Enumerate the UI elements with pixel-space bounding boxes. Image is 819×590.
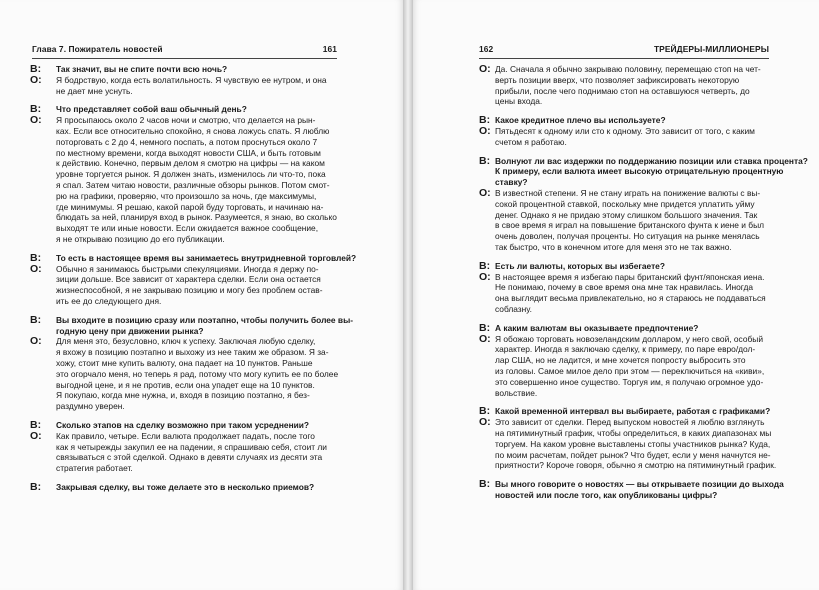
question-label: В: bbox=[479, 154, 491, 167]
text-line bbox=[30, 420, 340, 431]
question-label: В: bbox=[30, 103, 42, 116]
line-text: верть позиции вверх, что позволяет зафиксировать некоторую bbox=[495, 74, 740, 85]
line-text: Я бодрствую, когда есть волатильность. Я чувствую ее нутром, и она bbox=[56, 74, 327, 85]
answer-label: О: bbox=[479, 124, 491, 137]
text-line bbox=[30, 75, 340, 86]
line-text: поторговать с 2 до 4, немного поспать, а потом проснуться около 7 bbox=[56, 136, 318, 147]
line-text: То есть в настоящее время вы занимаетесь внутридневной торговлей? bbox=[56, 252, 357, 263]
text-line bbox=[479, 115, 771, 126]
line-text: на пятиминутный график, чтобы определиться, в каких диапазонах мы bbox=[495, 427, 772, 438]
answer-block bbox=[30, 431, 340, 474]
text-line bbox=[30, 202, 340, 213]
text-line bbox=[479, 344, 771, 355]
line-text: это совершенно иное существо. Торгуя им, я получаю огромное удо- bbox=[495, 376, 764, 387]
line-text: Как правило, четыре. Если валюта продолжает падать, после того bbox=[56, 430, 315, 441]
line-text: ках. Если все относительно спокойно, я снова ложусь спать. Я люблю bbox=[56, 125, 330, 136]
answer-label: О: bbox=[479, 63, 491, 75]
answer-label: О: bbox=[479, 186, 491, 199]
question-label: В: bbox=[30, 418, 42, 431]
question-label: В: bbox=[30, 480, 42, 493]
question-block bbox=[479, 261, 771, 272]
question-label: В: bbox=[30, 251, 42, 264]
text-line bbox=[30, 358, 340, 369]
text-line bbox=[479, 231, 771, 242]
text-line bbox=[479, 450, 771, 461]
text-line bbox=[479, 406, 771, 417]
question-block bbox=[479, 115, 771, 126]
text-line bbox=[30, 212, 340, 223]
text-line bbox=[479, 188, 771, 199]
text-line bbox=[479, 220, 771, 231]
line-text: денег. Однако я не придаю этому слишком большого значения. Так bbox=[495, 209, 758, 220]
line-text: Волнуют ли вас издержки по поддержанию позиции или ставка процента? bbox=[495, 155, 808, 166]
line-text: Да. Сначала я обычно закрываю половину, перемещаю стоп на чет- bbox=[495, 64, 761, 74]
line-text: Вы много говорите о новостях — вы открываете позиции до выхода bbox=[495, 479, 784, 490]
line-text: Так значит, вы не спите почти всю ночь? bbox=[56, 64, 228, 74]
line-text: В настоящее время я избегаю пары британский фунт/японская иена. bbox=[495, 271, 765, 282]
text-line bbox=[30, 442, 340, 453]
line-text: вольствие. bbox=[495, 387, 538, 398]
text-line bbox=[479, 428, 771, 439]
line-text: уровне торгуется рынок. Я должен знать, изменилось ли что-то, пока bbox=[56, 169, 326, 180]
text-line bbox=[30, 274, 340, 285]
text-line bbox=[30, 369, 340, 380]
header-rule bbox=[479, 58, 769, 59]
text-line bbox=[479, 417, 771, 428]
text-line bbox=[30, 148, 340, 159]
line-text: выходят те или иные новости. Если ожидается важное сообщение, bbox=[56, 223, 319, 234]
line-text: ить ее до следующего дня. bbox=[56, 295, 162, 306]
text-line bbox=[30, 264, 340, 275]
question-block bbox=[479, 323, 771, 334]
text-line bbox=[479, 126, 771, 137]
line-text: выгодной цене, и я не против, если она упадет еще на 10 пунктов. bbox=[56, 379, 315, 390]
line-text: по моим расчетам, пойдет рынок? Что будет, если у меня начнутся не- bbox=[495, 449, 771, 460]
left-page-header bbox=[32, 42, 337, 56]
line-text: к действию. Конечно, первым делом я смотрю на цифры — на каком bbox=[56, 158, 325, 169]
line-text: я не открываю позицию до его публикации. bbox=[56, 233, 225, 244]
line-text: лар США, но не ладится, и мне хочется попросту выбросить это bbox=[495, 355, 746, 366]
line-text: очень доволен, получая проценты. Но ситуация на рынке менялась bbox=[495, 231, 760, 242]
answer-label: О: bbox=[30, 114, 42, 127]
question-label: В: bbox=[30, 313, 42, 326]
line-text: В известной степени. Я не стану играть на понижение валюты с вы- bbox=[495, 187, 761, 198]
text-line bbox=[479, 137, 771, 148]
question-label: В: bbox=[479, 259, 491, 272]
text-line bbox=[30, 104, 340, 115]
question-block bbox=[479, 154, 808, 188]
line-text: раздумно уверен. bbox=[56, 401, 125, 412]
text-line bbox=[479, 323, 771, 334]
book-gutter bbox=[404, 0, 412, 590]
line-text: зиции дольше. Все зависит от характера сделки. Если она остается bbox=[56, 274, 321, 285]
answer-label: О: bbox=[30, 335, 42, 348]
text-line bbox=[479, 261, 771, 272]
answer-block bbox=[479, 272, 771, 315]
text-line bbox=[479, 177, 771, 188]
text-line bbox=[30, 223, 340, 234]
line-text: Какой временной интервал вы выбираете, работая с графиками? bbox=[495, 406, 771, 417]
text-line bbox=[479, 377, 771, 388]
text-line bbox=[30, 482, 340, 493]
line-text: как я четырежды закупил ее на падении, я спрашиваю себя, стоит ли bbox=[56, 441, 327, 452]
text-line bbox=[30, 169, 340, 180]
question-block bbox=[479, 406, 771, 417]
text-line bbox=[30, 326, 340, 337]
answer-block bbox=[30, 75, 340, 97]
line-text: цены входа. bbox=[495, 96, 543, 107]
question-block bbox=[30, 104, 340, 115]
answer-label: О: bbox=[479, 270, 491, 283]
text-line bbox=[30, 336, 340, 347]
line-text: это огорчало меня, но теперь я рад, потому что могу купить ее по более bbox=[56, 368, 339, 379]
text-line bbox=[479, 199, 771, 210]
line-text: приятности? Короче говоря, обычно я смотрю на пятиминутный график. bbox=[495, 460, 777, 471]
line-text: блюдать за ней, планируя вход в рынок. Разумеется, я знаю, во сколько bbox=[56, 212, 337, 223]
text-line bbox=[30, 64, 340, 75]
line-text: Я покупаю, когда мне нужна, и, входя в позицию поэтапно, я без- bbox=[56, 390, 310, 401]
text-line bbox=[479, 64, 771, 75]
question-block bbox=[30, 64, 340, 75]
question-block bbox=[30, 251, 357, 264]
line-text: торгуем. На каком уровне выставлены стопы участников рынка? Куда, bbox=[495, 438, 771, 449]
text-line bbox=[30, 86, 340, 97]
line-text: А каким валютам вы оказываете предпочтение? bbox=[495, 322, 699, 333]
line-text: так быстро, что в конечном итоге для меня это не так важно. bbox=[495, 241, 732, 252]
line-text: Пятьдесят к одному или сто к одному. Это зависит от того, с каким bbox=[495, 125, 755, 136]
book-title: ТРЕЙДЕРЫ-МИЛЛИОНЕРЫ bbox=[653, 44, 769, 54]
answer-block bbox=[479, 334, 771, 399]
line-text: в свое время я играл на повышение британского фунта к иене и был bbox=[495, 220, 765, 231]
line-text: годную цену при движении рынка? bbox=[56, 325, 204, 336]
line-text: Вы входите в позицию сразу или поэтапно, чтобы получить более вы- bbox=[56, 314, 354, 325]
text-line bbox=[479, 86, 771, 97]
text-line bbox=[30, 390, 340, 401]
text-line bbox=[479, 242, 771, 253]
question-block bbox=[30, 420, 340, 431]
left-page bbox=[0, 0, 404, 590]
text-line bbox=[30, 313, 354, 326]
answer-block bbox=[479, 126, 771, 148]
question-label: В: bbox=[30, 63, 42, 75]
text-line bbox=[479, 304, 771, 315]
question-label: В: bbox=[479, 478, 491, 491]
line-text: по местному времени, когда выходят новости США, и быть готовым bbox=[56, 147, 321, 158]
text-line bbox=[479, 460, 777, 471]
text-line bbox=[479, 334, 771, 345]
line-text: я вхожу в позицию поэтапно и выхожу из нее таким же образом. Я за- bbox=[56, 347, 329, 358]
line-text: Не понимаю, почему в свое время она мне так нравилась. Иногда bbox=[495, 282, 753, 293]
answer-block bbox=[30, 115, 340, 245]
header-rule bbox=[32, 58, 337, 59]
answer-label: О: bbox=[479, 416, 491, 429]
answer-block bbox=[479, 64, 771, 107]
text-line bbox=[479, 478, 784, 491]
text-line bbox=[30, 158, 340, 169]
text-line bbox=[479, 355, 771, 366]
line-text: жизнеспособной, я не закрываю позицию и могу без проблем остав- bbox=[56, 285, 323, 296]
line-text: я спал. Затем читаю новости, различные обзоры рынков. Потом смот- bbox=[56, 179, 330, 190]
text-line bbox=[30, 285, 340, 296]
text-line bbox=[479, 75, 771, 86]
page-body bbox=[30, 63, 357, 493]
line-text: из головы. Самое милое дело при этом — переключиться на «киви», bbox=[495, 365, 765, 376]
text-line bbox=[30, 463, 340, 474]
question-block bbox=[30, 313, 354, 337]
answer-block bbox=[30, 336, 340, 412]
question-label: В: bbox=[479, 321, 491, 334]
line-text: она выглядит весьма привлекательно, но я стараюсь не поддаваться bbox=[495, 293, 766, 304]
line-text: Закрывая сделку, вы тоже делаете это в несколько приемов? bbox=[56, 481, 315, 492]
text-line bbox=[30, 191, 340, 202]
answer-label: О: bbox=[30, 429, 42, 442]
answer-block bbox=[479, 188, 771, 253]
question-block bbox=[479, 478, 784, 501]
line-text: сокой процентной ставкой, поскольку мне придется уплатить уйму bbox=[495, 198, 755, 209]
question-label: В: bbox=[479, 114, 491, 127]
text-line bbox=[479, 96, 771, 107]
answer-block bbox=[30, 264, 340, 307]
text-line bbox=[479, 366, 771, 377]
chapter-title: Глава 7. Пожиратель новостей bbox=[32, 44, 163, 54]
page-body bbox=[479, 63, 808, 501]
right-page-header bbox=[479, 42, 769, 56]
text-line bbox=[479, 166, 784, 177]
text-line bbox=[479, 154, 808, 167]
right-page bbox=[412, 0, 819, 590]
page-number: 161 bbox=[322, 44, 337, 54]
line-text: Обычно я занимаюсь быстрыми спекуляциями. Иногда я держу по- bbox=[56, 263, 319, 274]
line-text: стратегия работает. bbox=[56, 463, 133, 474]
text-line bbox=[479, 293, 771, 304]
line-text: соблазну. bbox=[495, 303, 532, 314]
line-text: Какое кредитное плечо вы используете? bbox=[495, 115, 666, 126]
line-text: Есть ли валюты, которых вы избегаете? bbox=[495, 260, 665, 271]
text-line bbox=[30, 452, 340, 463]
line-text: Для меня это, безусловно, ключ к успеху. Заключая любую сделку, bbox=[56, 336, 316, 347]
line-text: характер. Иногда я заключаю сделку, к примеру, по паре евро/дол- bbox=[495, 344, 756, 355]
line-text: рю на графики, проверяю, что произошло за ночь, где максимумы, bbox=[56, 190, 317, 201]
text-line bbox=[479, 210, 771, 221]
text-line bbox=[30, 126, 340, 137]
line-text: Я обожаю торговать новозеландским долларом, у него свой, особый bbox=[495, 333, 763, 344]
answer-label: О: bbox=[30, 262, 42, 275]
line-text: прибыли, после чего поднимаю стоп на оставшуюся четверть, до bbox=[495, 85, 750, 96]
line-text: счетом я работаю. bbox=[495, 136, 567, 147]
text-line bbox=[30, 401, 340, 412]
line-text: Я просыпаюсь около 2 часов ночи и смотрю, что делается на рын- bbox=[56, 115, 316, 126]
answer-label: О: bbox=[30, 73, 42, 86]
text-line bbox=[479, 272, 771, 283]
line-text: хожу, стоит мне купить валюту, она падает на 10 пунктов. Раньше bbox=[56, 357, 313, 368]
answer-label: О: bbox=[479, 332, 491, 345]
line-text: связываться с этой сделкой. Однако в девяти случаях из десяти эта bbox=[56, 452, 323, 463]
text-line bbox=[30, 234, 340, 245]
line-text: Сколько этапов на сделку возможно при таком усреднении? bbox=[56, 419, 310, 430]
text-line bbox=[479, 490, 771, 501]
text-line bbox=[30, 251, 357, 264]
text-line bbox=[30, 115, 340, 126]
line-text: не дает мне уснуть. bbox=[56, 85, 133, 96]
text-line bbox=[479, 439, 771, 450]
text-line bbox=[479, 282, 771, 293]
line-text: ставку? bbox=[495, 177, 528, 188]
line-text: новостей или после того, как опубликованы цифры? bbox=[495, 489, 718, 500]
line-text: где минимумы. Я решаю, какой парой буду торговать, и начинаю на- bbox=[56, 201, 324, 212]
text-line bbox=[30, 296, 340, 307]
text-line bbox=[30, 137, 340, 148]
question-block bbox=[30, 482, 340, 493]
text-line bbox=[30, 431, 340, 442]
line-text: Это зависит от сделки. Перед выпуском новостей я люблю взглянуть bbox=[495, 417, 765, 428]
text-line bbox=[479, 388, 771, 399]
answer-block bbox=[479, 416, 777, 471]
text-line bbox=[30, 380, 340, 391]
page-number: 162 bbox=[479, 44, 494, 54]
text-line bbox=[30, 347, 340, 358]
line-text: Что представляет собой ваш обычный день? bbox=[56, 104, 247, 115]
question-label: В: bbox=[479, 405, 491, 418]
line-text: К примеру, если валюта имеет высокую отрицательную процентную bbox=[495, 166, 784, 177]
text-line bbox=[30, 180, 340, 191]
